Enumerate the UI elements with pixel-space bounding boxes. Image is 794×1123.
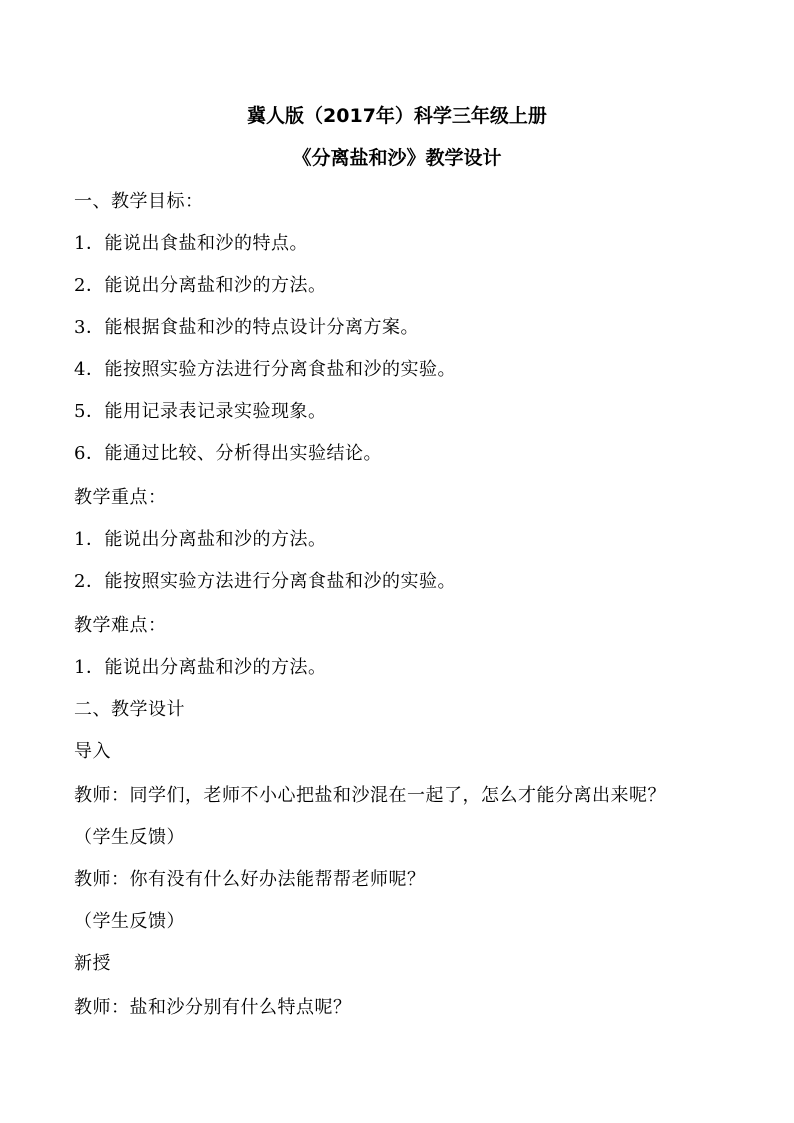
key-point-item: 1．能说出分离盐和沙的方法。 (74, 529, 327, 550)
student-feedback-note: （学生反馈） (74, 827, 185, 848)
document-title: 冀人版（2017年）科学三年级上册 (247, 105, 547, 127)
objective-item: 2．能说出分离盐和沙的方法。 (74, 275, 327, 296)
dialogue-line: 教师：同学们，老师不小心把盐和沙混在一起了，怎么才能分离出来呢？ (74, 785, 666, 806)
section-heading-design: 二、教学设计 (74, 699, 185, 720)
objective-item: 6．能通过比较、分析得出实验结论。 (74, 443, 382, 464)
dialogue-line: 教师：你有没有什么好办法能帮帮老师呢？ (74, 869, 426, 890)
objective-item: 4．能按照实验方法进行分离食盐和沙的实验。 (74, 359, 456, 380)
key-point-item: 2．能按照实验方法进行分离食盐和沙的实验。 (74, 571, 456, 592)
student-feedback-note: （学生反馈） (74, 911, 185, 932)
objective-item: 3．能根据食盐和沙的特点设计分离方案。 (74, 317, 419, 338)
document-subtitle: 《分离盐和沙》教学设计 (292, 147, 502, 169)
section-heading-objectives: 一、教学目标： (74, 191, 204, 212)
subsection-heading-new-lesson: 新授 (74, 953, 111, 974)
section-heading-key-points: 教学重点： (74, 487, 167, 508)
section-heading-difficulties: 教学难点： (74, 615, 167, 636)
objective-item: 5．能用记录表记录实验现象。 (74, 401, 327, 422)
dialogue-line: 教师：盐和沙分别有什么特点呢？ (74, 997, 352, 1018)
objective-item: 1．能说出食盐和沙的特点。 (74, 233, 308, 254)
difficulty-item: 1．能说出分离盐和沙的方法。 (74, 657, 327, 678)
subsection-heading-intro: 导入 (74, 741, 111, 762)
